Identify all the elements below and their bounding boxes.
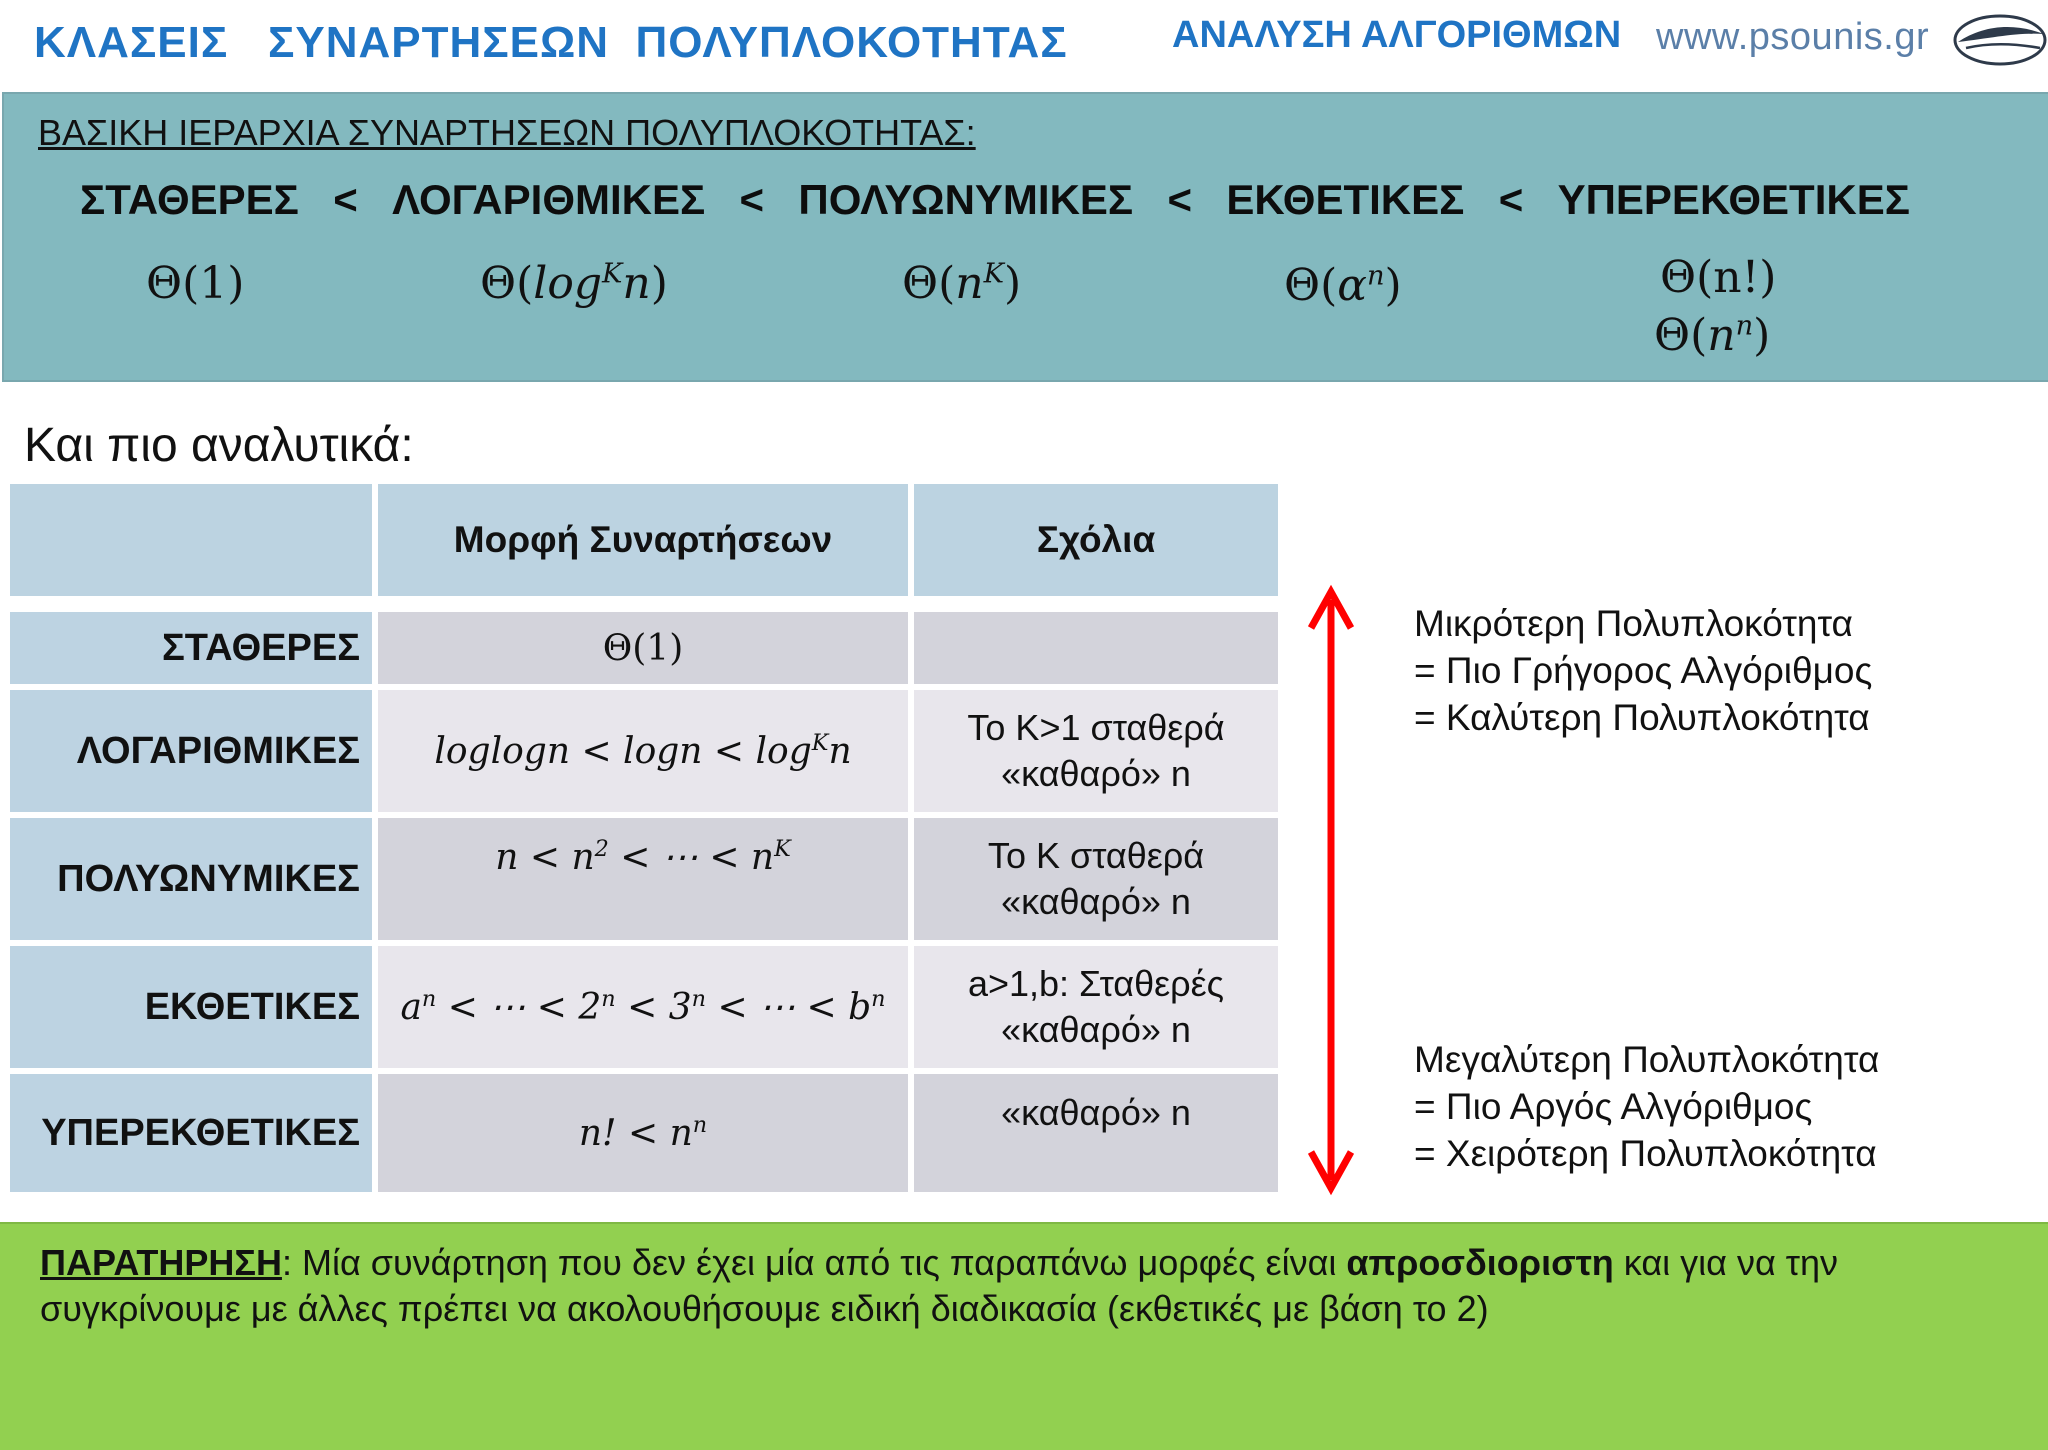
formula-poly: $n < n^2$ < ⋯ < $n^K$ xyxy=(378,818,908,940)
class-super: ΥΠΕΡΕΚΘΕΤΙΚΕΣ xyxy=(1557,176,1910,223)
row-label-log: ΛΟΓΑΡΙΘΜΙΚΕΣ xyxy=(10,690,372,812)
formula-constant: Θ(1) xyxy=(378,612,908,684)
comment-exp: a>1,b: Σταθερές «καθαρό» n xyxy=(914,946,1278,1068)
header-comments: Σχόλια xyxy=(914,484,1278,596)
site-link[interactable]: www.psounis.gr xyxy=(1656,16,1930,58)
comment-super: «καθαρό» n xyxy=(914,1074,1278,1192)
less-than: < xyxy=(1498,176,1524,223)
section-label: Και πιο αναλυτικά: xyxy=(24,419,414,472)
row-label-constant: ΣΤΑΘΕΡΕΣ xyxy=(10,612,372,684)
class-constant: ΣΤΑΘΕΡΕΣ xyxy=(80,176,299,223)
class-poly: ΠΟΛΥΩΝΥΜΙΚΕΣ xyxy=(798,176,1134,223)
hierarchy-heading: ΒΑΣΙΚΗ ΙΕΡΑΡΧΙΑ ΣΥΝΑΡΤΗΣΕΩΝ ΠΟΛΥΠΛΟΚΟΤΗΤΑΣ: xyxy=(38,112,976,153)
hierarchy-row xyxy=(80,176,1910,224)
order-log: $\Theta(\log^Kn)$ xyxy=(480,258,668,309)
formula-super: n! < $n^n$ xyxy=(378,1074,908,1192)
row-label-poly: ΠΟΛΥΩΝΥΜΙΚΕΣ xyxy=(10,818,372,940)
class-exp: ΕΚΘΕΤΙΚΕΣ xyxy=(1226,176,1465,223)
order-super-power: $\Theta(n^n)$ xyxy=(1654,310,1771,361)
row-label-super: ΥΠΕΡΕΚΘΕΤΙΚΕΣ xyxy=(10,1074,372,1192)
note-text: ΠΑΡΑΤΗΡΗΣΗ: Μία συνάρτηση που δεν έχει μία από τις παραπάνω μορφές είναι απροσδιοριστη και για να την συγκρίνουμε με άλλες πρέπει να ακολουθήσουμε ειδική διαδικασία (εκθετικές με βάση το 2) xyxy=(40,1242,1839,1329)
comment-constant xyxy=(914,612,1278,684)
order-exp: $\Theta(\alpha^n)$ xyxy=(1284,260,1402,311)
comment-poly: Το K σταθερά «καθαρό» n xyxy=(914,818,1278,940)
complexity-arrow xyxy=(1300,580,1362,1200)
order-constant: Θ(1) xyxy=(146,258,245,309)
formula-exp: $a^n$ < ⋯ < $2^n < 3^n$ < ⋯ < $b^n$ xyxy=(378,946,908,1068)
less-than: < xyxy=(739,176,765,223)
class-log: ΛΟΓΑΡΙΘΜΙΚΕΣ xyxy=(392,176,706,223)
subject-title: ΑΝΑΛΥΣΗ ΑΛΓΟΡΙΘΜΩΝ xyxy=(1172,14,1622,56)
order-super-factorial: Θ(n!) xyxy=(1660,252,1777,303)
row-label-exp: ΕΚΘΕΤΙΚΕΣ xyxy=(10,946,372,1068)
formula-log: $loglogn < \log n < \log^Kn$ xyxy=(378,690,908,812)
side-text-lower-complexity: Μικρότερη Πολυπλοκότητα = Πιο Γρήγορος Αλγόριθμος = Καλύτερη Πολυπλοκότητα xyxy=(1414,603,1873,738)
less-than: < xyxy=(333,176,358,223)
comment-log: Το K>1 σταθερά «καθαρό» n xyxy=(914,690,1278,812)
side-text-higher-complexity: Μεγαλύτερη Πολυπλοκότητα = Πιο Αργός Αλγόριθμος = Χειρότερη Πολυπλοκότητα xyxy=(1414,1039,1880,1174)
page-title: ΚΛΑΣΕΙΣ ΣΥΝΑΡΤΗΣΕΩΝ ΠΟΛΥΠΛΟΚΟΤΗΤΑΣ xyxy=(34,18,1068,67)
table-corner xyxy=(10,484,372,596)
header-form: Μορφή Συναρτήσεων xyxy=(378,484,908,596)
less-than: < xyxy=(1167,176,1193,223)
order-poly: $\Theta(n^K)$ xyxy=(902,258,1022,309)
psounis-logo-icon xyxy=(1952,12,2048,68)
